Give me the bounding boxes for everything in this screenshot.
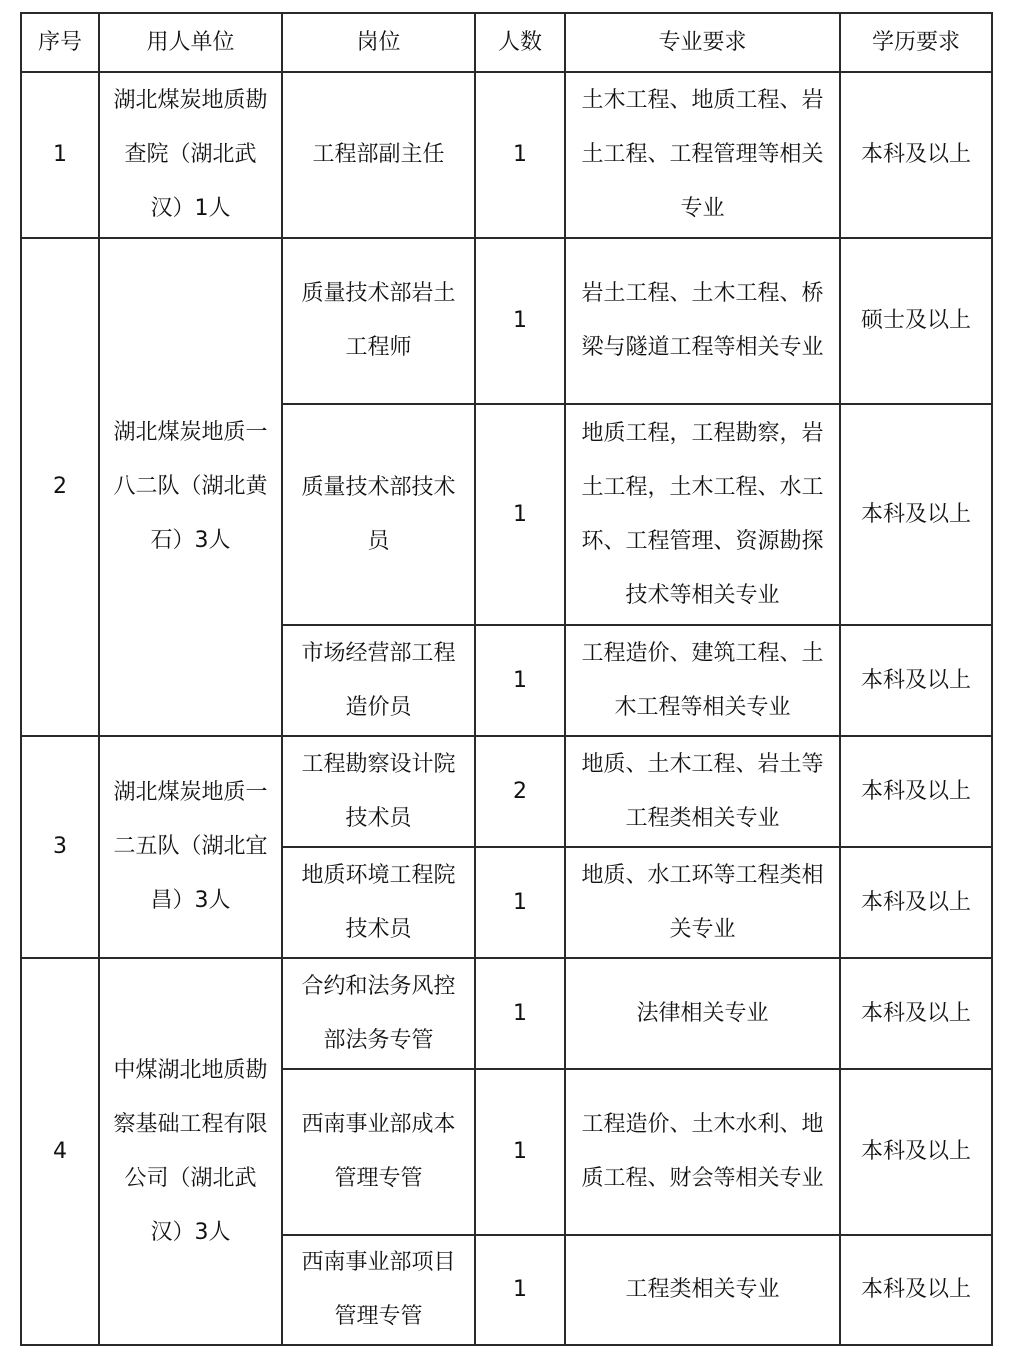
education-requirement: 本科及以上 (840, 625, 992, 736)
education-requirement: 本科及以上 (840, 1069, 992, 1235)
post-name: 质量技术部技术员 (282, 404, 475, 625)
major-requirement: 土木工程、地质工程、岩土工程、工程管理等相关专业 (565, 72, 840, 238)
headcount: 1 (475, 625, 565, 736)
headcount: 1 (475, 404, 565, 625)
headcount: 1 (475, 72, 565, 238)
major-requirement: 地质、土木工程、岩土等工程类相关专业 (565, 736, 840, 847)
post-name: 西南事业部项目管理专管 (282, 1235, 475, 1345)
employer-unit: 湖北煤炭地质一二五队（湖北宜昌）3人 (99, 736, 282, 958)
header-row (21, 13, 992, 72)
post-name: 市场经营部工程造价员 (282, 625, 475, 736)
major-requirement: 工程造价、土木水利、地质工程、财会等相关专业 (565, 1069, 840, 1235)
post-name: 工程部副主任 (282, 72, 475, 238)
row-no: 4 (21, 958, 99, 1345)
education-requirement: 本科及以上 (840, 1235, 992, 1345)
employer-unit: 中煤湖北地质勘察基础工程有限公司（湖北武汉）3人 (99, 958, 282, 1345)
table-row (21, 72, 992, 238)
major-requirement: 岩土工程、土木工程、桥梁与隧道工程等相关专业 (565, 238, 840, 404)
header-unit: 用人单位 (99, 13, 282, 72)
post-name: 地质环境工程院技术员 (282, 847, 475, 958)
education-requirement: 本科及以上 (840, 72, 992, 238)
header-major: 专业要求 (565, 13, 840, 72)
headcount: 1 (475, 238, 565, 404)
education-requirement: 本科及以上 (840, 958, 992, 1069)
post-name: 工程勘察设计院技术员 (282, 736, 475, 847)
header-count: 人数 (475, 13, 565, 72)
headcount: 1 (475, 958, 565, 1069)
headcount: 1 (475, 1235, 565, 1345)
major-requirement: 地质、水工环等工程类相关专业 (565, 847, 840, 958)
header-no: 序号 (21, 13, 99, 72)
post-name: 合约和法务风控部法务专管 (282, 958, 475, 1069)
employer-unit: 湖北煤炭地质一八二队（湖北黄石）3人 (99, 238, 282, 736)
header-post: 岗位 (282, 13, 475, 72)
major-requirement: 工程造价、建筑工程、土木工程等相关专业 (565, 625, 840, 736)
education-requirement: 硕士及以上 (840, 238, 992, 404)
education-requirement: 本科及以上 (840, 736, 992, 847)
education-requirement: 本科及以上 (840, 404, 992, 625)
headcount: 1 (475, 847, 565, 958)
major-requirement: 工程类相关专业 (565, 1235, 840, 1345)
post-name: 西南事业部成本管理专管 (282, 1069, 475, 1235)
row-no: 2 (21, 238, 99, 736)
row-no: 3 (21, 736, 99, 958)
table-row (21, 958, 992, 1069)
recruitment-table (20, 12, 993, 1346)
headcount: 2 (475, 736, 565, 847)
table-row (21, 736, 992, 847)
header-edu: 学历要求 (840, 13, 992, 72)
table-row (21, 238, 992, 404)
headcount: 1 (475, 1069, 565, 1235)
post-name: 质量技术部岩土工程师 (282, 238, 475, 404)
major-requirement: 地质工程，工程勘察，岩土工程，土木工程、水工环、工程管理、资源勘探技术等相关专业 (565, 404, 840, 625)
major-requirement: 法律相关专业 (565, 958, 840, 1069)
row-no: 1 (21, 72, 99, 238)
employer-unit: 湖北煤炭地质勘查院（湖北武汉）1人 (99, 72, 282, 238)
education-requirement: 本科及以上 (840, 847, 992, 958)
